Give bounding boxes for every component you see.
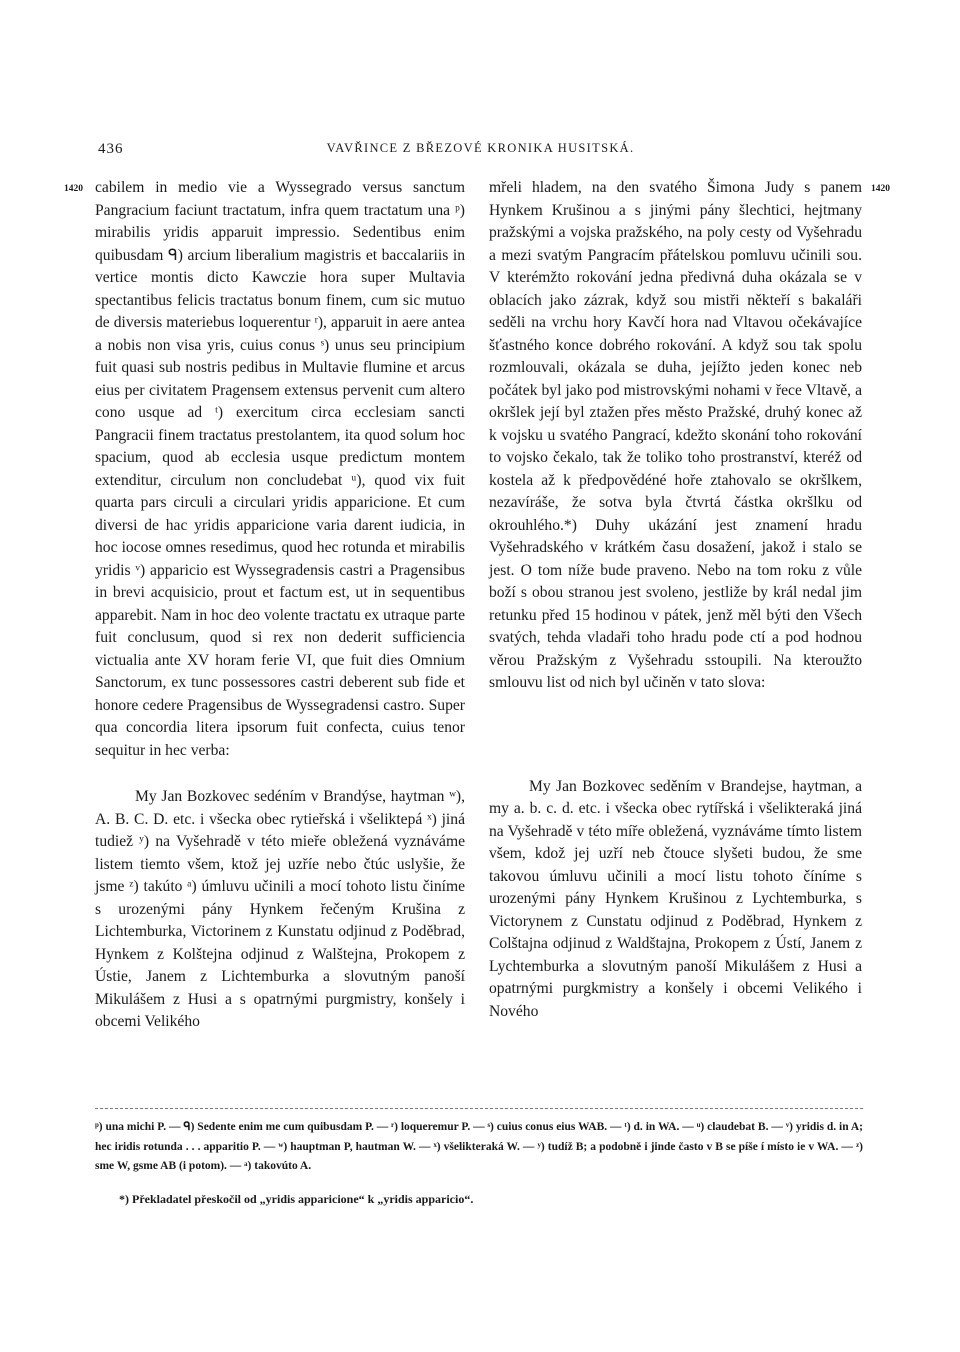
footnote-divider: [95, 1108, 863, 1109]
czech-letter-original: My Jan Bozkovec sedéním v Brandýse, haytman ʷ), A. B. C. D. etc. i všecka obec rytieřská i všeliktерá ˣ) jiná tudiež ʸ) na Vyšehradě v této mieře obležená vyznáváme listem tiemto všem, ktož jej uzříe nebo čtúc uslyšie, že jsme ᶻ) takúto ᵃ) úmluvu učinili a mocí tohoto listu činíme s urozenými pány Hynkem řečeným Krušina z Lichtemburka, Victorinem z Kunstatu odjinud z Poděbrad, Hynkem z Kolštejna odjinud z Walštejna, Prokopem z Ústie, Janem z Lichtemburka a slovutným panoší Mikulášem z Husi a s opatrnými purgmistry, konšely i obcemi Velikého: [95, 788, 465, 1030]
margin-year-left: 1420: [64, 184, 83, 194]
czech-translation-column: [489, 177, 862, 1023]
latin-chronicle-paragraph: cabilem in medio vie a Wyssegrado versus sanctum Pangracium faciunt tractatum, infra quem tractatum una ᵖ) mirabilis yridis apparuit impressio. Sedentibus enim quibusdam ᑫ) arcium liberalium magistris et baccalariis in vertice montis dicto Kawczie hora super Multavia spectantibus felicis tractatus bonum finem, cum sic mutuo de diversis materiebus loquerentur ʳ), apparuit in aere antea a nobis non visa yris, cuius conus ˢ) unus seu principium fuit quasi sub nostris pedibus in Multavie flumine et arcus eius per civitatem Pragensem extensus pervenit cum altero cono usque ad ᵗ) exercitum circa ecclesiam sancti Pangracii finem tractatus prestolantem, ita quod solum hoc spacium, quod ab ecclesia usque predictum montem extenditur, circulum non concludebat ᵘ), quod vix fuit quarta pars circuli a circulari yridis apparicione. Et cum diversi de hac yridis apparicione varia darent iudicia, in hoc iocose omnes resedimus, quod hec rotunda et mirabilis yridis ᵛ) apparicio est Wyssegradensis castri a Pragensibus in brevi acquisicio, prout et factum est, ut in sequentibus apparebit. Nam in hoc deo volente tractatu ex utraque parte fuit conclusum, quod si rex non dederit sufficiencia victualia ante XV horam ferie VI, que fuit dies Omnium Sanctorum, ex tunc possessores castri deberent sub fide et honore cedere Pragensibus de Wyssegradensi castro. Super qua concordia litera ipsorum fuit confecta, cuius tenor sequitur in hec verba:: [95, 179, 465, 759]
variant-footnotes: ᵖ) una michi P. — ᑫ) Sedente enim me cum quibusdam P. — ʳ) loqueremur P. — ˢ) cuius conus eius WAB. — ᵗ) d. in WA. — ᵘ) claudebat B. — ᵛ) yridis d. in A; hec iridis rotunda . . . apparitio P. — ʷ) hauptman P, hautman W. — ˣ) všelikteraká W. — ʸ) tudíž B; a podobně i jinde často v B se píše í místo ie v WA. — ᶻ) sme W, gsme AB (i potom). — ᵃ) takovúto A.: [95, 1121, 863, 1172]
running-title: VAVŘINCE Z BŘEZOVÉ KRONIKA HUSITSKÁ.: [326, 141, 635, 155]
page-header: [98, 141, 863, 163]
column-spacer: [95, 762, 465, 786]
translator-footnote: *) Překladatel přeskočil od „yridis apparicione“ k „yridis apparicio“.: [119, 1192, 474, 1206]
latin-column: [95, 177, 465, 1034]
czech-translation-paragraph: mřeli hladem, na den svatého Šimona Judy s panem Hynkem Krušinou a s jinými pány šlechtici, hejtmany pražskými a vojska pražského, na poly cesty od Vyšehradu a mezi svatým Pangracím přátelskou pomluvu učinili sou. V kterémžto rokování jedna předivná duha okázala se v oblacích jako zázrak, když sou mistři někteří s bakaláři seděli na vrchu hory Kavčí hora nad Vltavou očekávajíce šťastného konce dobrého rokování. A když sou tak spolu rozmlouvali, okázala se duha, jejížto jeden konec neb počátek byl jako pod mistrovskými nohami v řece Vltavě, a okršlek její byl ztažen přes město Pražské, druhý konec až k vojsku u svatého Pangrací, kdežto skonání toho rokování to vojsko čekalo, tak že toliko toho prostranství, kteréž od kostela až k předpovědéné hoře ztahovalo se okršlkem, nezavíráše, že sotva byla čtvrtá částka okršlku od okrouhlého.*) Duhy ukázání jest znamení hradu Vyšehradského v krátkém času dosažení, jakož i stalo se jest. O tom níže bude praveno. Nebo na tom roku z vůle boží s obou stranou jest svoleno, jestliže by král nedal jim retunku před 15 hodinou v pátek, jenž měl býti den Všech svatých, tehda vladaři toho hradu pode ctí a pod hodnou věrou Pražským z Vyšehradu sstoupili. Na kteroužto smlouvu list od nich byl učiněn v tato slova:: [489, 179, 862, 691]
column-spacer: [489, 695, 862, 776]
czech-letter-translation: My Jan Bozkovec seděním v Brandejse, haytman, a my a. b. c. d. etc. i všecka obec rytířská i všelikteraká jiná na Vyšehradě v této míře obležená, vyznáváme tímto listem všem, kdož jej uzří neb čtouce slyšeti budou, že sme takovou úmluvu učinili a mocí listu tohoto číníme s urozenými pány Hynkem Krušinou z Lychtemburka, s Victorynem z Cunstatu odjinud z Poděbrad, Hynkem z Colštajna odjinud z Waldštajna, Prokopem z Ústí, Janem z Lychtemburka a slovutným panoší Mikulášem z Husi a opatrnými purgkmistry a konšely i obcemi Velikého i Nového: [489, 777, 862, 1020]
margin-year-right: 1420: [871, 184, 890, 194]
page-number: 436: [98, 141, 124, 157]
